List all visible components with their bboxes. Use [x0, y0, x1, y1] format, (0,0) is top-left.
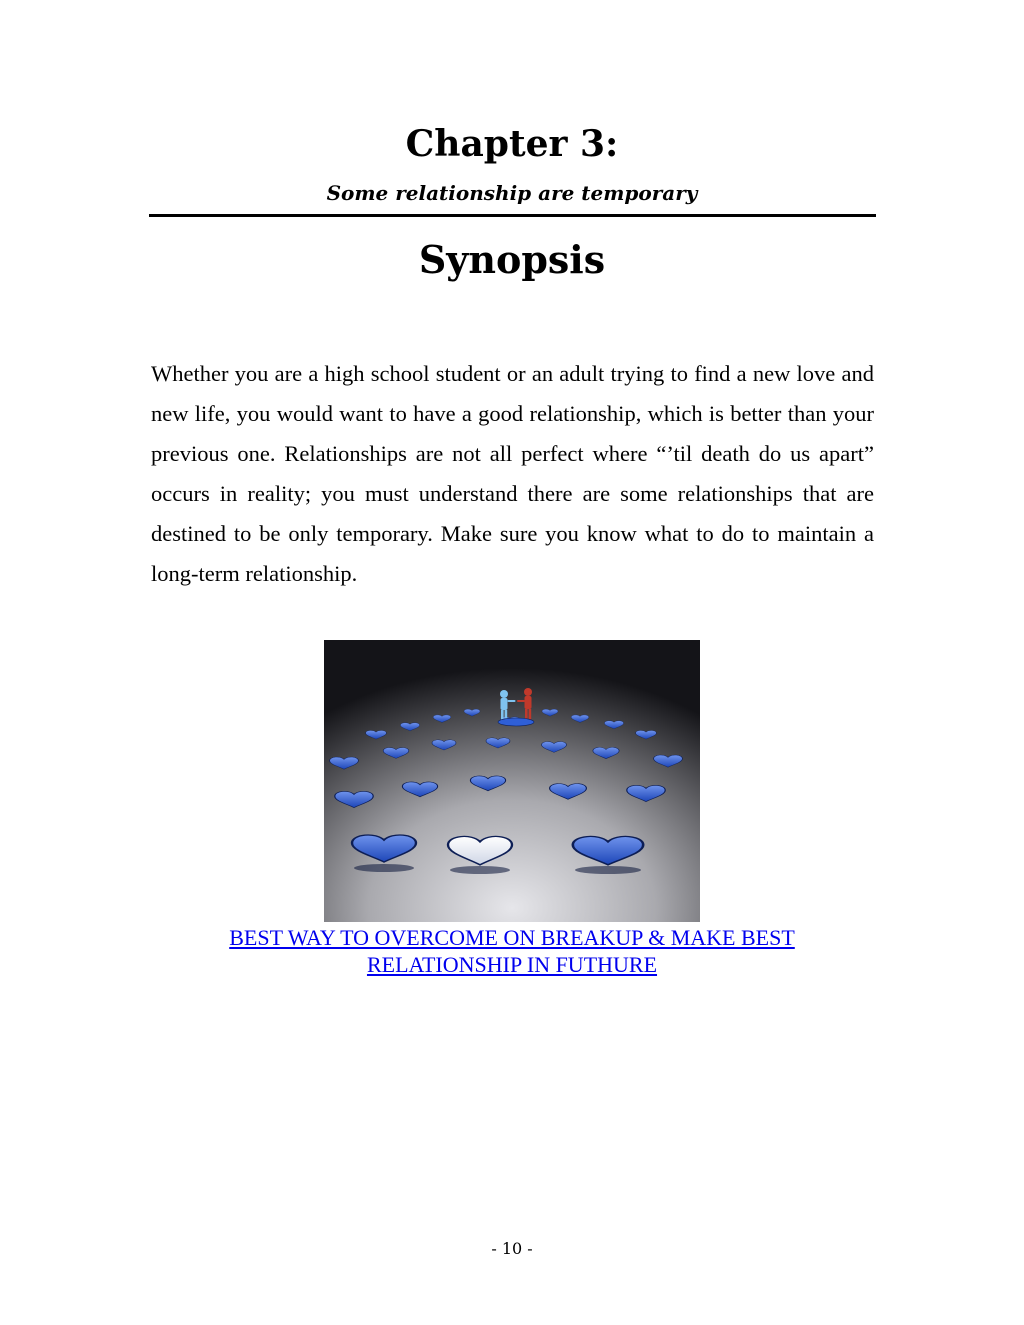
breakup-advice-link[interactable] — [190, 924, 834, 978]
hearts-illustration — [324, 640, 700, 922]
chapter-subtitle: Some relationship are temporary — [326, 181, 698, 205]
link-line-2[interactable]: RELATIONSHIP IN FUTHURE — [366, 952, 658, 977]
section-title: Synopsis — [418, 237, 606, 282]
figures-base-heart — [498, 718, 534, 726]
synopsis-paragraph: Whether you are a high school student or an adult trying to find a new love and new life, you would want to have a good relationship, which is better than your previous one. Relationships are not all perfect where “’til death do us apart” occurs in reality; you must understand there are some relationships that are destined to be only temporary. Make sure you know what to do to maintain a long-term relationship. — [151, 361, 874, 586]
link-line-1[interactable]: BEST WAY TO OVERCOME ON BREAKUP & MAKE BEST — [229, 925, 795, 950]
page-number: - 10 - — [491, 1239, 533, 1258]
horizontal-rule — [149, 214, 876, 217]
chapter-title: Chapter 3: — [405, 123, 619, 165]
figure-background — [324, 640, 700, 922]
